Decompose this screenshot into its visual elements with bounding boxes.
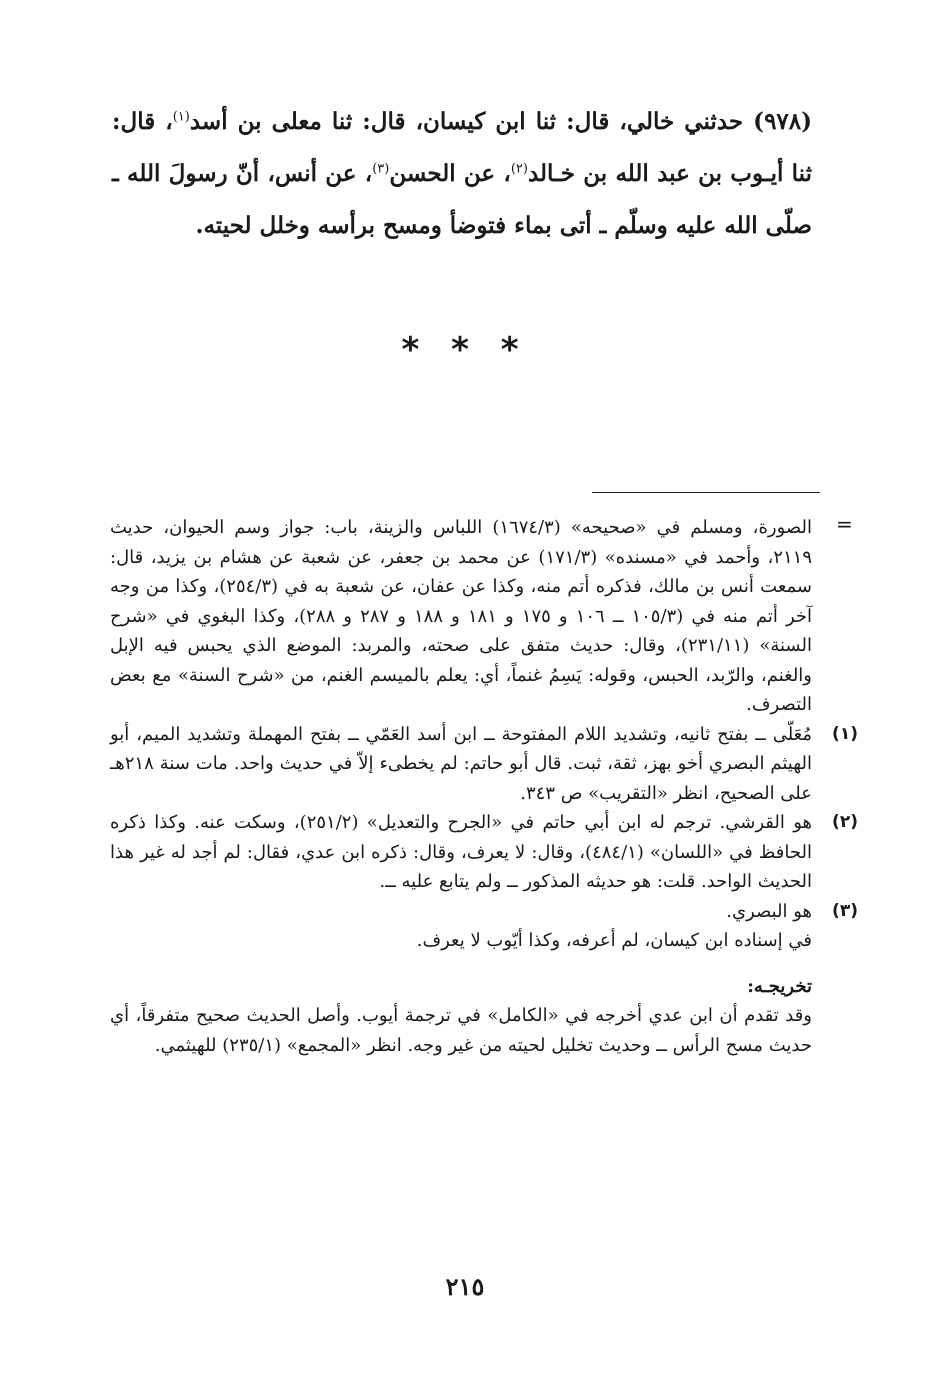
footnote-number: (٢) [832, 812, 858, 832]
footnote-ref-3: (٣) [372, 161, 390, 177]
footnote-2 [110, 808, 858, 897]
hadith-part: ، قال: ثنا أيـوب بن عبد الله بن خـالد [112, 108, 812, 187]
footnotes-section [110, 513, 858, 1060]
footnote-number: (١) [832, 723, 858, 744]
footnote-number: (٣) [832, 900, 858, 921]
footnote-ref-1: (١) [172, 109, 190, 125]
hadith-part: ، عن الحسن [389, 160, 511, 187]
footnote-text: هو القرشي. ترجم له ابن أبي حاتم في «الجرح والتعديل» (٢٥١/٢)، وسكت عنه. وكذا ذكره الحافظ في «اللسان» (٤٨٤/١)، وقال: لا يعرف، وقال: ذكره ابن عدي، فقال: لم أجد له غير هذا الحديث الواحد. قلت: هو حديثه المذكور ــ ولم يتابع عليه ــ. [110, 812, 813, 892]
hadith-part: (٩٧٨) حدثني خالي، قال: ثنا ابن كيسان، قال: ثنا معلى بن أسد [189, 108, 813, 135]
footnote-1 [110, 720, 858, 809]
isnad-note: في إسناده ابن كيسان، لم أعرفه، وكذا أيّوب لا يعرف. [416, 930, 812, 951]
footnote-text: هو البصري. [726, 900, 812, 922]
takhrij-text: وقد تقدم أن ابن عدي أخرجه في «الكامل» في ترجمة أيوب. وأصل الحديث صحيح متفرقاً، أي حديث مسح الرأس ــ وحديث تخليل لحيته من غير وجه. انظر «المجمع» (٢٣٥/١) للهيثمي. [110, 1005, 812, 1056]
footnote-3 [110, 897, 858, 927]
footnote-ref-2: (٢) [510, 161, 528, 177]
hadith-paragraph [112, 96, 812, 252]
page-number: ٢١٥ [445, 1272, 485, 1301]
takhrij-heading: تخريجـه: [747, 975, 812, 997]
footnote-divider [592, 492, 820, 493]
continuation-mark: = [836, 512, 853, 536]
hadith-text [112, 96, 812, 252]
section-separator: * * * [401, 330, 529, 370]
hadith-part: ، عن أنس، أنّ رسولَ الله ـ صلّى الله عليه وسلّم ـ أتى بماء فتوضأ ومسح برأسه وخلل لحيته. [112, 160, 812, 239]
footnote-continuation: الصورة، ومسلم في «صحيحه» (١٦٧٤/٣) اللباس والزينة، باب: جواز وسم الحيوان، حديث ٢١١٩، وأحمد في «مسنده» (١٧١/٣) عن محمد بن جعفر، عن شعبة عن هشام بن يزيد، قال: سمعت أنس بن مالك، فذكره أتم منه، وكذا عن عفان، عن شعبة به في (٢٥٤/٣)، وكذا من وجه آخر أتم منه في (١٠٥/٣ ــ ١٠٦ و ١٧٥ و ١٨١ و ١٨٨ و ٢٨٧ و ٢٨٨)، وكذا البغوي في «شرح السنة» (٢٣١/١١)، وقال: حديث متفق على صحته، والمربد: الموضع الذي يحبس فيه الإبل والغنم، والرّبد، الحبس، وقوله: يَسِمُ غنماً، أي: يعلم بالميسم الغنم، من «شرح السنة» مع بعض التصرف. [110, 517, 813, 715]
footnote-text: مُعَلّى ــ بفتح ثانيه، وتشديد اللام المفتوحة ــ ابن أسد العَمّي ــ بفتح المهملة وتشديد الميم، أبو الهيثم البصري أخو بهز، ثقة، ثبت. قال أبو حاتم: لم يخطىء إلاّ في حديث واحد. مات سنة ٢١٨هـ على الصحيح، انظر «التقريب» ص ٣٤٣. [110, 723, 812, 804]
